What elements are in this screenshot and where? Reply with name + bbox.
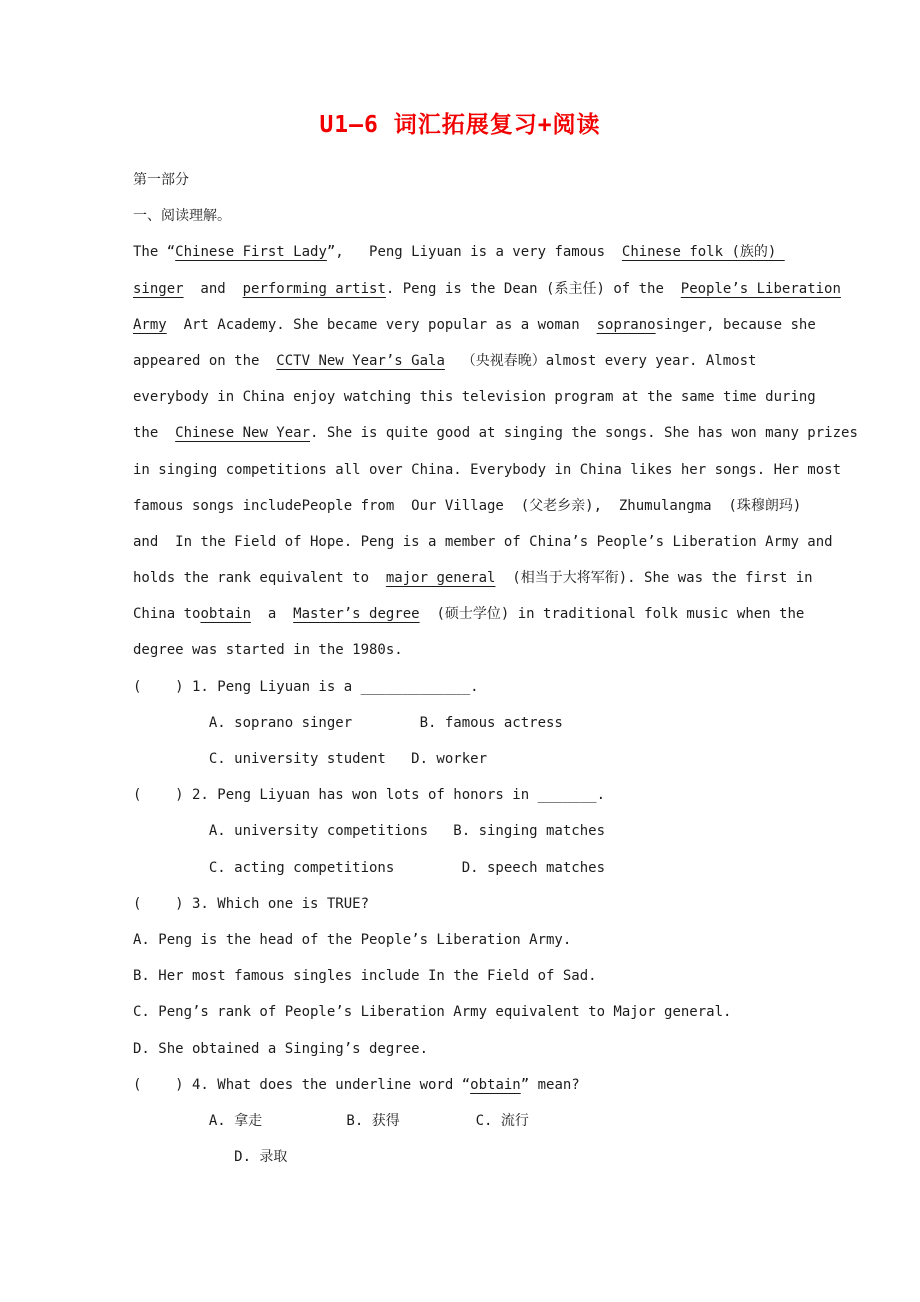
- text-run: A. soprano singer B. famous actress: [133, 714, 563, 731]
- text-run: 第一部分: [133, 172, 189, 188]
- question-1-options: [133, 705, 860, 741]
- question-3-option: [133, 994, 860, 1030]
- passage-line: [133, 343, 860, 379]
- question-4-stem: [133, 1067, 860, 1103]
- text-run: D. She obtained a Singing’s degree.: [133, 1040, 429, 1057]
- question-3-option: [133, 958, 860, 994]
- section-heading: [133, 198, 860, 234]
- question-3-option: [133, 1031, 860, 1067]
- passage-line: [133, 488, 860, 524]
- passage-line: [133, 560, 860, 596]
- passage-line: [133, 452, 860, 488]
- text-run: the: [133, 425, 176, 442]
- text-run: A. university competitions B. singing matches: [133, 823, 606, 840]
- text-run: ” mean?: [520, 1076, 580, 1093]
- text-run: ( ) 2. Peng Liyuan has won lots of honors in _______.: [133, 787, 606, 804]
- text-run: holds the rank equivalent to: [133, 570, 386, 587]
- text-run: in singing competitions all over China. Everybody in China likes her songs. Her most: [133, 461, 842, 478]
- underlined-text: soprano: [596, 316, 656, 333]
- passage-line: [133, 271, 860, 307]
- question-3-option: [133, 922, 860, 958]
- document-body: [0, 162, 920, 1175]
- underlined-text: Chinese folk (族的): [621, 244, 785, 261]
- underlined-text: obtain: [200, 606, 252, 623]
- text-run: a: [251, 606, 294, 623]
- question-3-stem: [133, 886, 860, 922]
- part-heading: [133, 162, 860, 198]
- underlined-text: Army: [133, 316, 167, 333]
- text-run: singer, because she: [655, 316, 816, 333]
- passage-line: [133, 632, 860, 668]
- passage-line: [133, 524, 860, 560]
- text-run: degree was started in the 1980s.: [133, 642, 403, 659]
- underlined-text: major general: [385, 570, 496, 587]
- text-run: and: [183, 280, 243, 297]
- doc-title: U1—6 词汇拓展复习+阅读: [319, 112, 601, 138]
- underlined-text: performing artist: [242, 280, 386, 297]
- text-run: famous songs includePeople from Our Village (父老乡亲), Zhumulangma (珠穆朗玛): [133, 497, 802, 514]
- text-run: China to: [133, 606, 201, 623]
- text-run: 一、阅读理解。: [133, 208, 231, 225]
- text-run: . She is quite good at singing the songs. She has won many prizes: [310, 425, 858, 442]
- text-run: The “: [133, 244, 176, 261]
- text-run: C. Peng’s rank of People’s Liberation Army equivalent to Major general.: [133, 1004, 732, 1021]
- text-run: （央视春晚）almost every year. Almost: [444, 352, 757, 369]
- passage-line: [133, 307, 860, 343]
- question-2-options: [133, 813, 860, 849]
- text-run: C. university student D. worker: [133, 751, 488, 767]
- question-4-options: [133, 1139, 860, 1175]
- underlined-text: People’s Liberation: [680, 280, 841, 297]
- underlined-text: obtain: [470, 1076, 521, 1093]
- question-2-stem: [133, 777, 860, 813]
- passage-line: [133, 379, 860, 415]
- underlined-text: Master’s degree: [293, 606, 420, 623]
- underlined-text: singer: [133, 280, 184, 297]
- passage-line: [133, 596, 860, 632]
- text-run: B. Her most famous singles include In the Field of Sad.: [133, 968, 597, 985]
- text-run: and In the Field of Hope. Peng is a member of China’s People’s Liberation Army and: [133, 533, 833, 550]
- question-1-options: [133, 741, 860, 777]
- text-run: appeared on the: [133, 352, 277, 369]
- question-4-options: [133, 1103, 860, 1139]
- text-run: D. 录取: [133, 1149, 288, 1166]
- underlined-text: Chinese New Year: [175, 425, 311, 442]
- text-run: (硕士学位) in traditional folk music when the: [419, 606, 805, 623]
- text-run: C. acting competitions D. speech matches: [133, 859, 606, 876]
- text-run: Art Academy. She became very popular as a woman: [166, 316, 597, 333]
- text-run: (相当于大将军衔). She was the first in: [495, 570, 813, 587]
- text-run: ( ) 3. Which one is TRUE?: [133, 895, 370, 912]
- underlined-text: Chinese First Lady: [175, 244, 327, 261]
- question-2-options: [133, 850, 860, 886]
- text-run: A. 拿走 B. 获得 C. 流行: [133, 1112, 529, 1129]
- text-run: . Peng is the Dean (系主任) of the: [385, 280, 681, 297]
- passage-line: [133, 415, 860, 451]
- passage-line: [133, 234, 860, 270]
- text-run: A. Peng is the head of the People’s Liberation Army.: [133, 931, 572, 948]
- underlined-text: CCTV New Year’s Gala: [276, 352, 445, 369]
- text-run: ( ) 1. Peng Liyuan is a _____________.: [133, 678, 479, 695]
- text-run: ”, Peng Liyuan is a very famous: [326, 244, 622, 261]
- text-run: ( ) 4. What does the underline word “: [133, 1076, 471, 1093]
- text-run: everybody in China enjoy watching this television program at the same time during: [133, 389, 816, 406]
- question-1-stem: [133, 669, 860, 705]
